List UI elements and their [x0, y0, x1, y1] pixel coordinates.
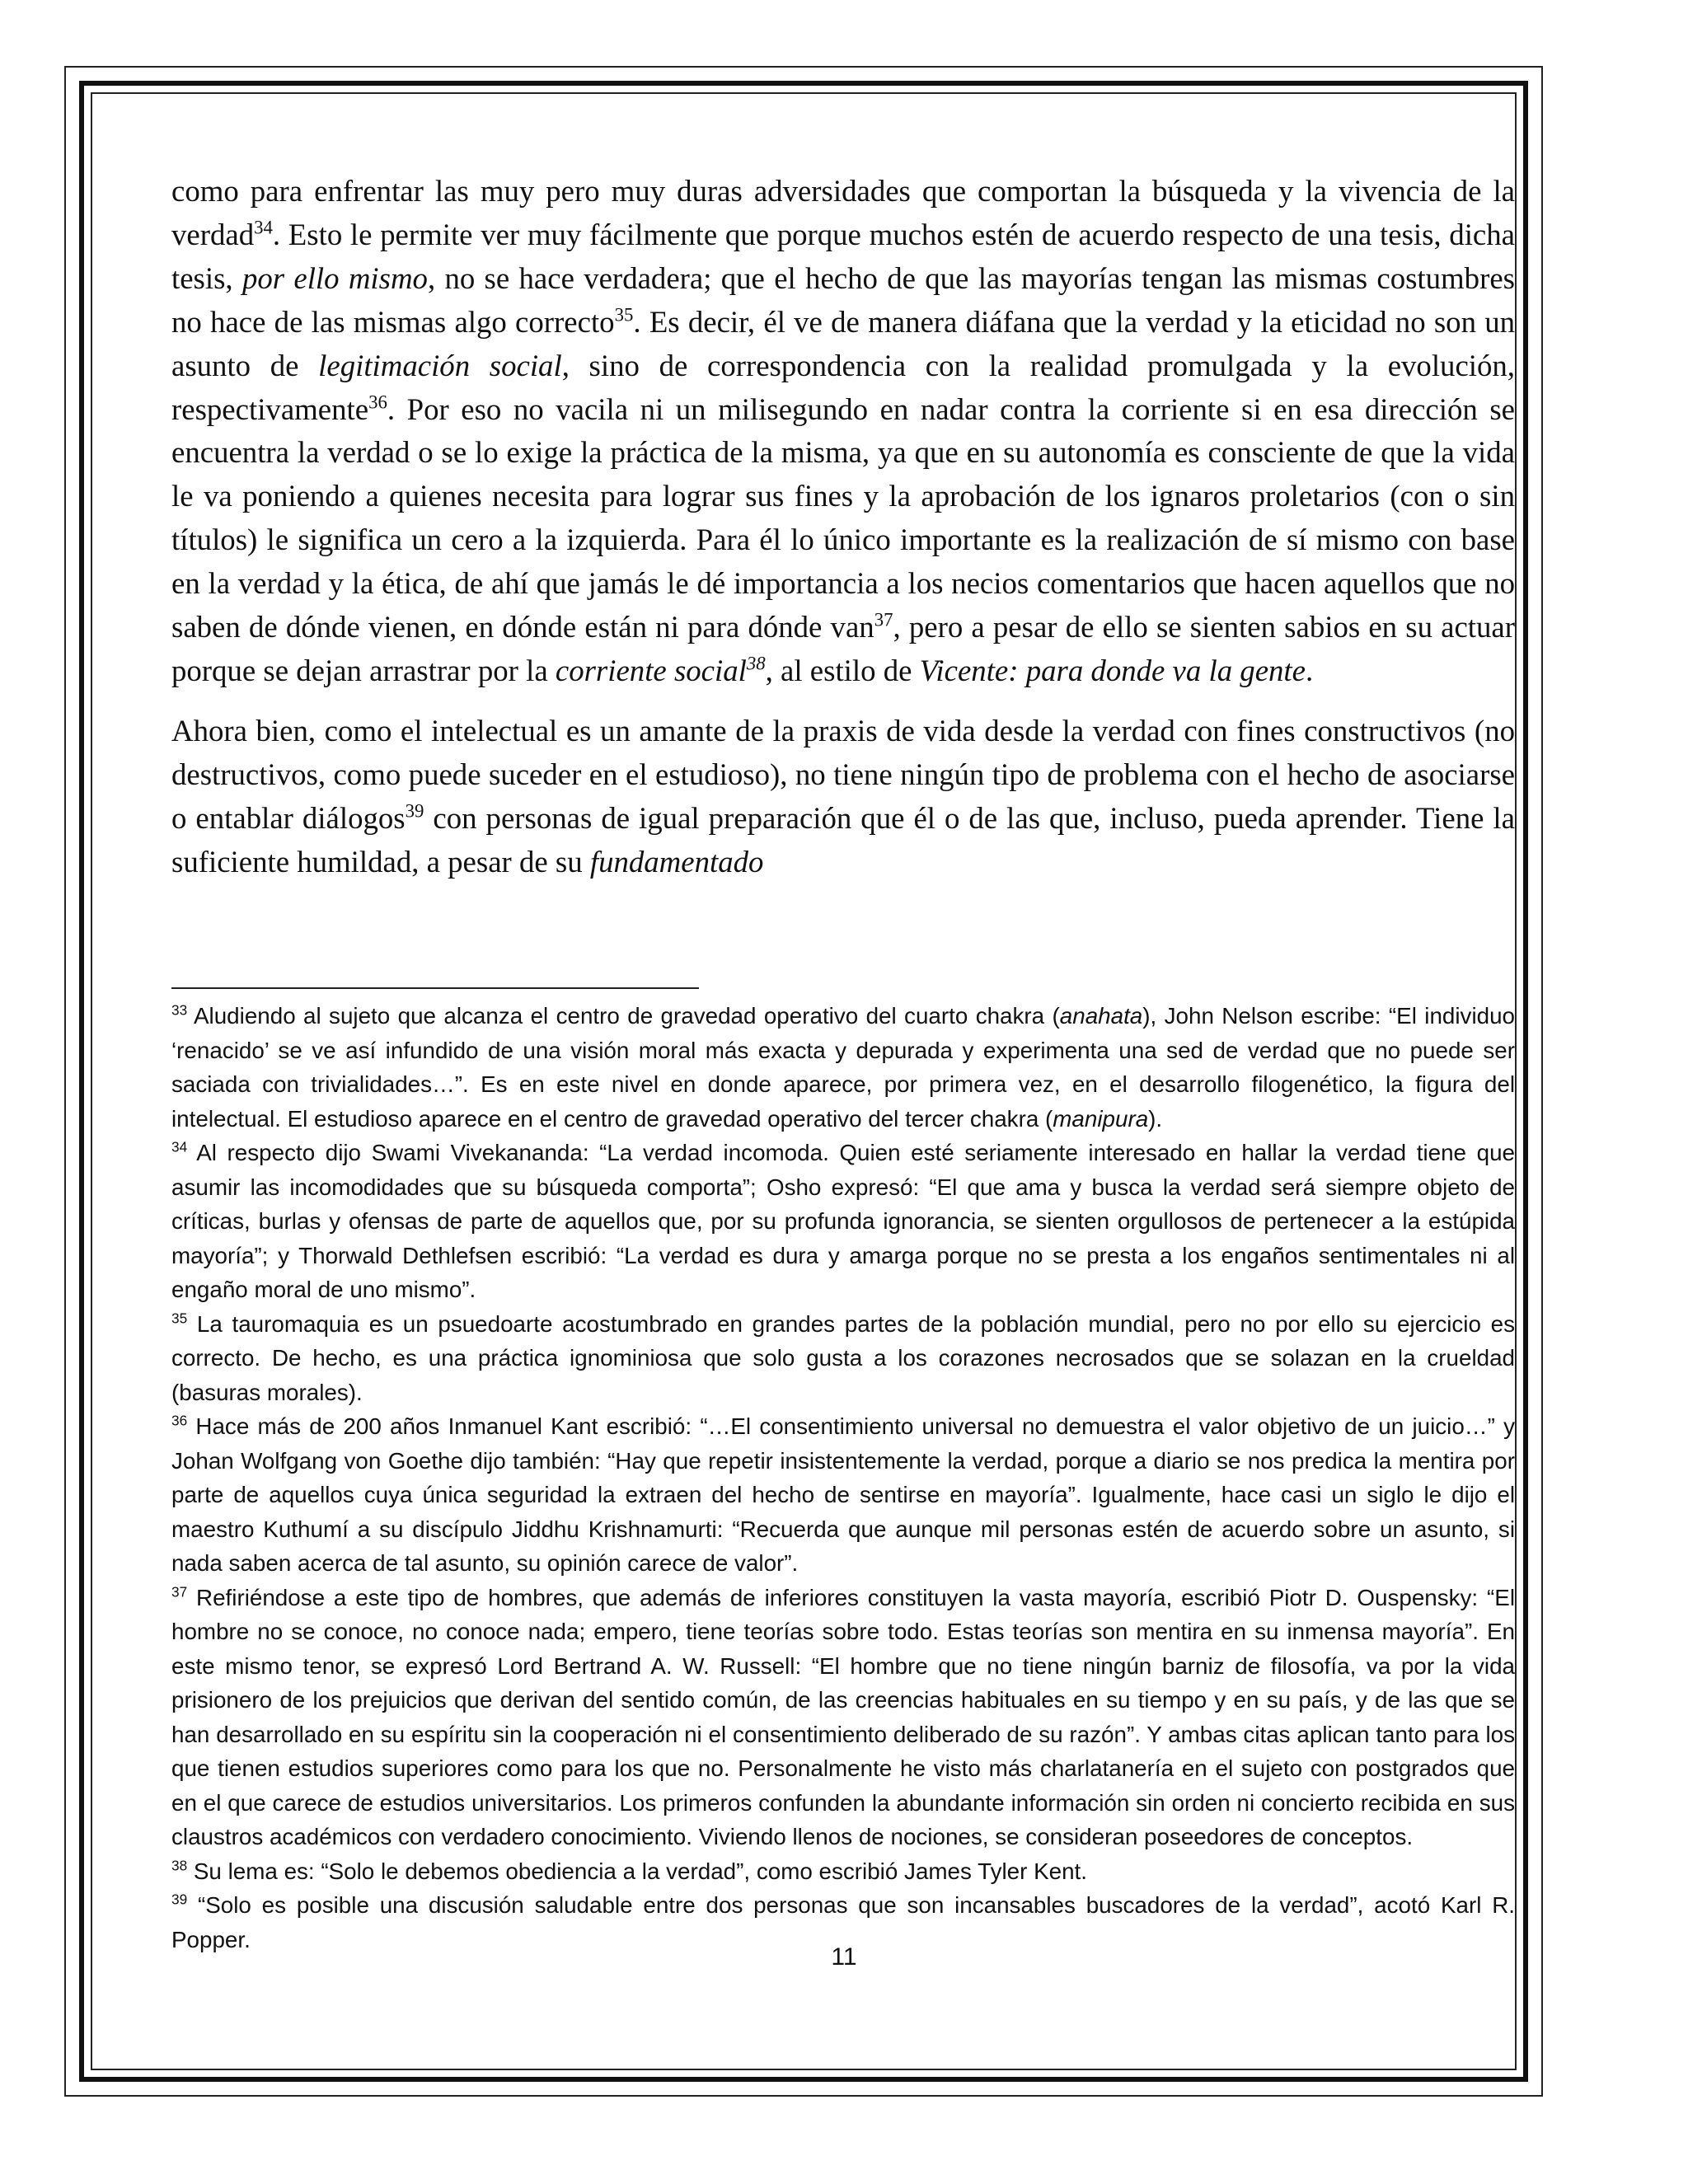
footnote-ref: 35 — [171, 1310, 188, 1327]
page-number: 11 — [831, 1943, 857, 1971]
text-run: , pero a pesar de ello se sienten sabios en su actuar porque se dejan arrastrar por la — [171, 610, 1516, 687]
footnote-ref: 36 — [171, 1412, 188, 1429]
footnote-ref: 36 — [368, 391, 387, 413]
footnote-38 — [171, 1854, 1515, 1889]
footnote-ref: 39 — [405, 800, 424, 822]
footnote-ref: 35 — [614, 304, 634, 326]
text-run: Al respecto dijo Swami Vivekananda: “La verdad incomoda. Quien esté seriamente interesado en hallar la verdad tiene que asumir las incomodidades que su búsqueda comporta”; Osho expresó: “El que ama y busca la verdad será siempre objeto de críticas, burlas y ofensas de parte de aquellos que, por su profunda ignorancia, se sienten orgullosos de pertenecer a la estúpida mayoría”; y Thorwald Dethlefsen escribió: “La verdad es dura y amarga porque no se presta a los engaños sentimentales ni al engaño moral de uno mismo”. — [171, 1140, 1515, 1302]
footnote-ref: 33 — [171, 1001, 188, 1019]
body-text — [171, 170, 1515, 884]
footnote-ref: 34 — [254, 217, 273, 238]
footnote-ref: 39 — [171, 1891, 188, 1908]
footnote-37 — [171, 1581, 1515, 1854]
italic-text: anahata — [1059, 1003, 1143, 1029]
footnote-ref: 38 — [746, 653, 766, 674]
footnote-36 — [171, 1409, 1515, 1581]
text-run: Aludiendo al sujeto que alcanza el centro de gravedad operativo del cuarto chakra ( — [187, 1003, 1060, 1029]
text-run: Su lema es: “Solo le debemos obediencia a la verdad”, como escribió James Tyler Kent. — [187, 1858, 1087, 1884]
footnote-ref: 37 — [874, 609, 893, 630]
text-run: “Solo es posible una discusión saludable entre dos personas que son incansables buscadores de la verdad”, acotó Karl R. Popper. — [171, 1892, 1515, 1952]
paragraph-1 — [171, 170, 1515, 693]
text-run: con personas de igual preparación que él o de las que, incluso, pueda aprender. Tiene la suficiente humildad, a pesar de su — [171, 800, 1515, 879]
italic-text: fundamentado — [589, 844, 764, 879]
italic-text: corriente social — [555, 653, 747, 687]
footnote-34 — [171, 1136, 1515, 1307]
italic-text: Vicente: para donde va la gente — [919, 653, 1306, 687]
text-run: ), John Nelson escribe: “El individuo ‘renacido’ se ve así infundido de una visión moral más exacta y depurada y experimenta una sed de verdad que no puede ser saciada con trivialidades…”. Es en este nivel en donde aparece, por primera vez, en el desarrollo filogenético, la figura del intelectual. El estudioso aparece en el centro de gravedad operativo del tercer chakra ( — [171, 1003, 1515, 1132]
text-run: ). — [1148, 1105, 1163, 1132]
text-run: La tauromaquia es un psuedoarte acostumbrado en grandes partes de la población mundial, pero no por ello su ejercicio es correcto. De hecho, es una práctica ignominiosa que solo gusta a los corazones necrosados que se solazan en la crueldad (basuras morales). — [171, 1310, 1515, 1405]
text-run: Ahora bien, como el intelectual es un amante de la praxis de vida desde la verdad con fines constructivos (no destructivos, como puede suceder en el estudioso), no tiene ningún tipo de problema con el hecho de asociarse o entablar diálogos — [171, 713, 1515, 835]
text-run: . Es decir, él ve de manera diáfana que la verdad y la eticidad no son un asunto de — [171, 304, 1516, 382]
footnote-ref: 34 — [171, 1138, 188, 1155]
text-run: Refiriéndose a este tipo de hombres, que además de inferiores constituyen la vasta mayoría, escribió Piotr D. Ouspensky: “El hombre no se conoce, no conoce nada; empero, tiene teorías sobre todo. Estas teorías son mentira en su inmensa mayoría”. En este mismo tenor, se expresó Lord Bertrand A. W. Russell: “El hombre que no tiene ningún barniz de filosofía, va por la vida prisionero de los prejuicios que derivan del sentido común, de las creencias habituales en su tiempo y en su país, y de las que se han desarrollado en su espíritu sin la cooperación ni el consentimiento deliberado de su razón”. Y ambas citas aplican tanto para los que tienen estudios superiores como para los que no. Personalmente he visto más charlatanería en el sujeto con postgrados que en el que carece de estudios universitarios. Los primeros confunden la abundante información sin orden ni concierto recibida en sus claustros académicos con verdadero conocimiento. Viviendo llenos de nociones, se consideran poseedores de conceptos. — [171, 1584, 1515, 1849]
text-run: . — [1306, 653, 1314, 687]
italic-text: por ello mismo — [241, 260, 428, 295]
footnote-35 — [171, 1307, 1515, 1410]
text-run: Hace más de 200 años Inmanuel Kant escribió: “…El consentimiento universal no demuestra el valor objetivo de un juicio…” y Johan Wolfgang von Goethe dijo también: “Hay que repetir insistentemente la verdad, porque a diario se nos predica la mentira por parte de aquellos cuya única seguridad la extraen del hecho de sentirse en mayoría”. Igualmente, hace casi un siglo le dijo el maestro Kuthumí a su discípulo Jiddhu Krishnamurti: “Recuerda que aunque mil personas estén de acuerdo sobre un asunto, si nada saben acerca de tal asunto, su opinión carece de valor”. — [171, 1413, 1515, 1576]
italic-text: manipura — [1053, 1105, 1149, 1132]
footnote-ref: 38 — [171, 1857, 188, 1874]
italic-text: legitimación social — [318, 348, 562, 382]
text-run: . Por eso no vacila ni un milisegundo en nadar contra la corriente si en esa dirección se encuentra la verdad o se lo exige la práctica de la misma, ya que en su autonomía es consciente de que la vida le va poniendo a quienes necesita para lograr sus fines y la aprobación de los ignaros proletarios (con o sin títulos) le significa un cero a la izquierda. Para él lo único importante es la realización de sí mismo con base en la verdad y la ética, de ahí que jamás le dé importancia a los necios comentarios que hacen aquellos que no saben de dónde vienen, en dónde están ni para dónde van — [171, 391, 1515, 644]
text-run: , sino de correspondencia con la realidad promulgada y la evolución, respectivamente — [171, 348, 1516, 426]
text-run: , no se hace verdadera; que el hecho de que las mayorías tengan las mismas costumbres no hace de las mismas algo correcto — [171, 260, 1515, 339]
footnote-ref: 37 — [171, 1583, 188, 1601]
text-run: como para enfrentar las muy pero muy duras adversidades que comportan la búsqueda y la vivencia de la verdad — [171, 174, 1515, 251]
paragraph-2 — [171, 710, 1515, 884]
footnote-33 — [171, 999, 1515, 1136]
text-run: . Esto le permite ver muy fácilmente que porque muchos estén de acuerdo respecto de una tesis, dicha tesis, — [171, 217, 1515, 295]
text-run: , al estilo de — [765, 653, 920, 687]
footnotes — [171, 999, 1515, 1957]
footnote-separator — [171, 987, 699, 989]
